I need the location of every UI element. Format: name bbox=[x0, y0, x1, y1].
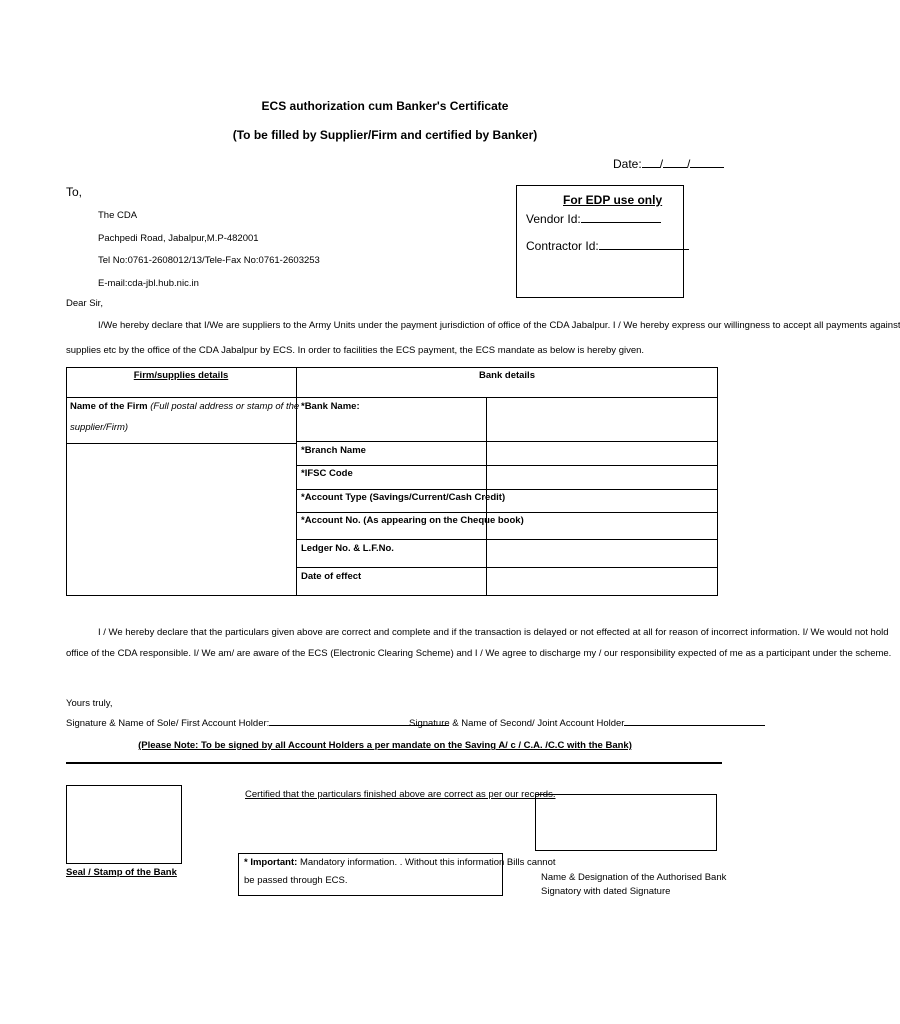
date-label: Date: bbox=[613, 157, 642, 171]
important-note-line: be passed through ECS. bbox=[244, 875, 348, 886]
branch-name-label: *Branch Name bbox=[301, 445, 366, 456]
sole-holder-signature-field[interactable] bbox=[66, 718, 449, 729]
date-field[interactable]: Date: / / bbox=[613, 157, 724, 171]
seal-label: Seal / Stamp of the Bank bbox=[66, 867, 177, 878]
closing: Yours truly, bbox=[66, 698, 113, 709]
account-type-input[interactable] bbox=[487, 490, 717, 511]
ifsc-code-input[interactable] bbox=[487, 466, 717, 488]
date-of-effect-input[interactable] bbox=[487, 568, 717, 595]
joint-holder-label: Signature & Name of Second/ Joint Account Holder bbox=[409, 718, 625, 729]
contractor-id-label: Contractor Id: bbox=[526, 239, 599, 253]
signing-note: (Please Note: To be signed by all Account Holders a per mandate on the Saving A/ c / C.A. /C.C with the Bank) bbox=[138, 740, 632, 751]
declaration-line: office of the CDA responsible. I/ We am/ are aware of the ECS (Electronic Clearing Scheme) and I / We agree to discharge my / our responsibility expected of me as a participant under the scheme. bbox=[66, 648, 892, 659]
contractor-id-field[interactable] bbox=[526, 239, 689, 253]
ifsc-code-label: *IFSC Code bbox=[301, 468, 353, 479]
section-divider bbox=[66, 762, 722, 764]
salutation: Dear Sir, bbox=[66, 298, 103, 309]
vendor-id-field[interactable] bbox=[526, 212, 661, 226]
form-subtitle: (To be filled by Supplier/Firm and certified by Banker) bbox=[232, 128, 538, 142]
vendor-id-label: Vendor Id: bbox=[526, 212, 581, 226]
declaration-line: I / We hereby declare that the particulars given above are correct and complete and if the transaction is delayed or not effected at all for reason of incorrect information. I/ We would not hold bbox=[98, 627, 889, 638]
bank-name-label: *Bank Name: bbox=[301, 401, 360, 412]
firm-name-label: Name of the Firm (Full postal address or stamp of the bbox=[70, 401, 300, 412]
bank-seal-box[interactable] bbox=[66, 785, 182, 864]
firm-name-input[interactable] bbox=[67, 444, 295, 595]
firm-name-hint: supplier/Firm) bbox=[70, 422, 129, 433]
intro-paragraph-line: supplies etc by the office of the CDA Jabalpur by ECS. In order to facilities the ECS payment, the ECS mandate as below is hereby given. bbox=[66, 345, 645, 356]
date-of-effect-label: Date of effect bbox=[301, 571, 362, 582]
form-title: ECS authorization cum Banker's Certificate bbox=[261, 99, 509, 113]
signatory-label: Signatory with dated Signature bbox=[541, 886, 671, 897]
bank-details-header: Bank details bbox=[479, 370, 535, 381]
branch-name-input[interactable] bbox=[487, 442, 717, 464]
important-note-line: * Important: Mandatory information. . Without this information Bills cannot bbox=[244, 857, 556, 868]
account-no-input[interactable] bbox=[487, 513, 717, 538]
account-type-label: *Account Type (Savings/Current/Cash Credit) bbox=[301, 492, 506, 503]
intro-paragraph-line: I/We hereby declare that I/We are suppliers to the Army Units under the payment jurisdiction of office of the CDA Jabalpur. I / We hereby express our willingness to accept all payments against bbox=[98, 320, 900, 331]
bank-name-input[interactable] bbox=[487, 398, 717, 440]
address-email: E-mail:cda-jbl.hub.nic.in bbox=[98, 278, 199, 289]
ledger-no-input[interactable] bbox=[487, 540, 717, 566]
sole-holder-label: Signature & Name of Sole/ First Account Holder: bbox=[66, 718, 270, 729]
to-label: To, bbox=[66, 185, 83, 199]
bank-signatory-box[interactable] bbox=[535, 794, 717, 851]
signatory-label: Name & Designation of the Authorised Bank bbox=[541, 872, 727, 883]
address-line: The CDA bbox=[98, 210, 138, 221]
certified-text: Certified that the particulars finished above are correct as per our records. bbox=[245, 789, 556, 800]
account-no-label: *Account No. (As appearing on the Cheque book) bbox=[301, 515, 524, 526]
edp-title: For EDP use only bbox=[563, 193, 663, 207]
firm-details-header: Firm/supplies details bbox=[133, 370, 229, 381]
ledger-no-label: Ledger No. & L.F.No. bbox=[301, 543, 394, 554]
joint-holder-signature-field[interactable] bbox=[409, 718, 765, 729]
address-line: Pachpedi Road, Jabalpur,M.P-482001 bbox=[98, 233, 259, 244]
address-line: Tel No:0761-2608012/13/Tele-Fax No:0761-2603253 bbox=[98, 255, 320, 266]
